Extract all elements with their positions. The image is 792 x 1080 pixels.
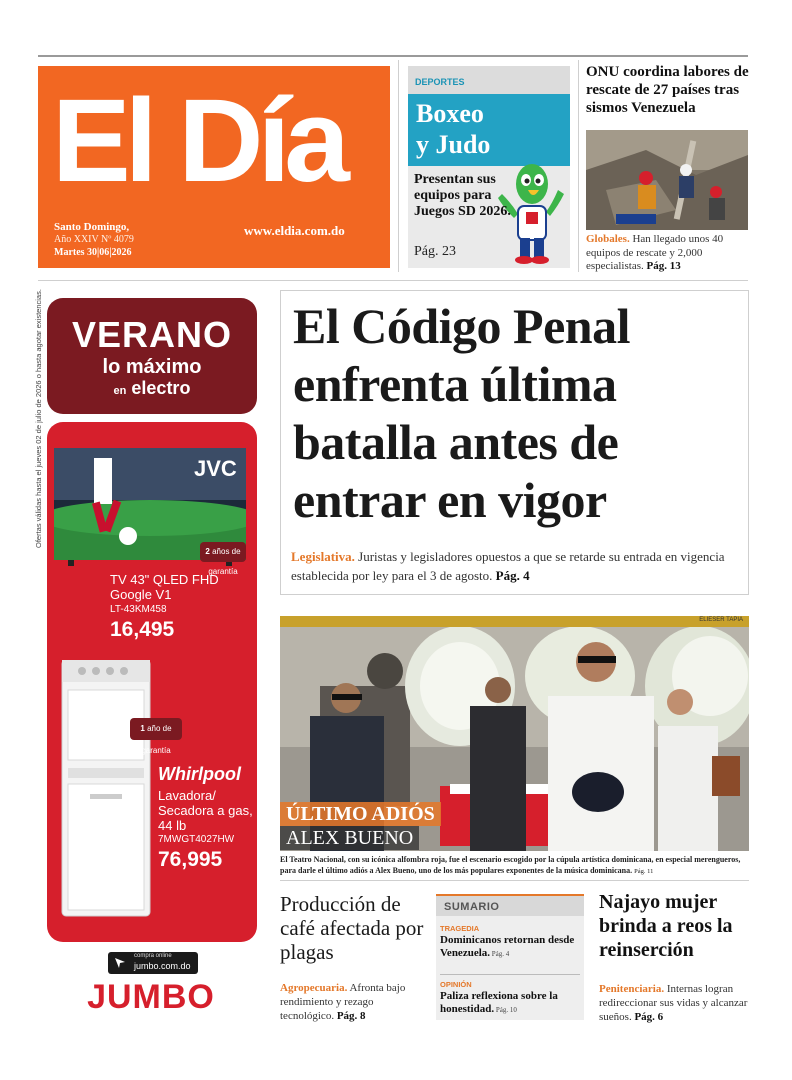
onu-summary[interactable] (586, 233, 754, 274)
sumario-item-text: Dominicanos retornan desde Venezuela. (440, 934, 575, 959)
masthead-issue: Año XXIV Nº 4079 (54, 234, 134, 245)
sumario-item-kicker: OPINIÓN (440, 980, 472, 989)
sumario-item[interactable] (440, 934, 582, 961)
sports-text[interactable]: Presentan sus equipos para Juegos SD 2026. (414, 172, 511, 219)
washer-model: 7MWGT4027HW (158, 834, 235, 845)
masthead[interactable] (38, 66, 390, 268)
sumario-header (436, 894, 584, 916)
online-url[interactable]: jumbo.com.do (134, 961, 191, 971)
photo-top-band (280, 616, 749, 627)
najayo-text: Internas logran redireccionar sus vidas y alcanzar sueños. (599, 983, 748, 1023)
najayo-kicker: Penitenciaria. (599, 983, 665, 995)
onu-headline[interactable]: ONU coordina labores de rescate de 27 países tras sismos Venezuela (586, 64, 749, 116)
sports-title-line1: Boxeo (416, 99, 484, 128)
tv-brand: JVC (194, 456, 237, 481)
masthead-url[interactable]: www.eldia.com.do (244, 223, 345, 238)
sumario-item-kicker: TRAGEDIA (440, 924, 480, 933)
store-logo[interactable]: JUMBO (87, 978, 215, 1016)
lead-kicker: Legislativa. (291, 549, 355, 564)
onu-text: Han llegado unos 40 equipos de rescate y 2,000 especialistas. (586, 233, 724, 272)
ad-electro (47, 378, 257, 399)
ad-subline: lo máximo (102, 356, 202, 378)
tv-warranty-text: años de garantía (208, 547, 241, 576)
cafe-page-ref: Pág. 8 (336, 1010, 366, 1022)
washer-price: 76,995 (158, 848, 223, 871)
divider (398, 60, 399, 272)
jumbo-advertisement[interactable] (44, 298, 258, 1018)
divider (578, 60, 579, 272)
washer-warranty-badge (130, 718, 182, 755)
washer-product-image[interactable] (60, 660, 152, 918)
lead-page-ref: Pág. 4 (495, 568, 530, 583)
sports-title[interactable] (416, 98, 490, 160)
divider (38, 280, 748, 281)
washer-warranty-num: 1 (140, 724, 145, 733)
caption-text: El Teatro Nacional, con su icónica alfombra roja, fue el escenario escogido por la cúpula artística dominicana, en especial merengueros, para darle el último adiós a Alex Bueno, uno de los más populares exponentes de la música dominicana. (280, 855, 741, 875)
ad-verano-banner (47, 298, 257, 414)
photo-caption (280, 854, 749, 877)
sumario-item-page: Pág. 4 (490, 950, 510, 958)
sumario-title: SUMARIO (444, 901, 500, 913)
tv-warranty-badge (200, 542, 246, 576)
washer-product-name[interactable]: Lavadora/ Secadora a gas, 44 lb (158, 788, 253, 833)
ad-headline: VERANO (71, 314, 233, 355)
funeral-photo[interactable] (280, 616, 749, 851)
tv-product-name[interactable]: TV 43" QLED FHD Google V1 (110, 572, 219, 602)
cafe-text: Afronta bajo rendimiento y rezago tecnológico. (280, 982, 406, 1022)
najayo-page-ref: Pág. 6 (634, 1011, 664, 1023)
ad-electro-word: electro (131, 378, 191, 398)
najayo-summary (599, 982, 751, 1024)
online-label: compra online (134, 953, 172, 959)
sumario-item-page: Pág. 10 (494, 1006, 517, 1014)
cafe-summary (280, 981, 425, 1023)
photo-tag-name: ALEX BUENO (280, 826, 419, 850)
najayo-headline[interactable]: Najayo mujer brinda a reos la reinserción (599, 891, 733, 961)
tv-price: 16,495 (110, 618, 175, 641)
divider (280, 880, 749, 881)
rescue-photo (586, 130, 748, 230)
tv-model: LT-43KM458 (110, 604, 167, 615)
ad-electro-small: en (113, 385, 127, 397)
masthead-date: Martes 30|06|2026 (54, 247, 132, 258)
lead-headline[interactable]: El Código Penal enfrenta última batalla antes de entrar en vigor (293, 298, 630, 528)
tv-warranty-num: 2 (205, 547, 210, 556)
lead-summary (291, 547, 741, 585)
onu-page-ref: Pág. 13 (646, 260, 681, 272)
onu-kicker: Globales. (586, 233, 630, 245)
photo-credit: ELIESER TAPIA (699, 617, 743, 623)
sumario-item[interactable] (440, 990, 582, 1017)
sports-teaser[interactable] (408, 66, 570, 268)
masthead-city: Santo Domingo, (54, 221, 130, 233)
sumario-box (436, 894, 584, 1020)
sports-title-line2: y Judo (416, 130, 491, 159)
lead-story[interactable] (280, 290, 749, 595)
divider (440, 974, 580, 975)
sumario-item-text: Paliza reflexiona sobre la honestidad. (440, 990, 558, 1015)
logo[interactable]: El Día (52, 75, 344, 207)
lead-text: Juristas y legisladores opuestos a que se retarde su entrada en vigencia establecida por ley para el 3 de agosto. (291, 549, 725, 583)
sports-page-ref: Pág. 23 (414, 244, 456, 259)
washer-warranty-text: año de garantía (141, 724, 172, 755)
photo-tag-title: ÚLTIMO ADIÓS (280, 802, 441, 826)
top-rule (38, 55, 748, 57)
cafe-kicker: Agropecuaria. (280, 982, 348, 994)
ad-legal-text: Ofertas válidas hasta el jueves 02 de julio de 2026 o hasta agotar existencias. (34, 289, 43, 548)
online-store-badge[interactable] (108, 952, 198, 974)
cafe-headline[interactable]: Producción de café afectada por plagas (280, 892, 424, 964)
sports-section-label: DEPORTES (415, 77, 465, 87)
cursor-icon (114, 957, 126, 969)
washer-brand: Whirlpool (158, 764, 241, 784)
caption-page-ref: Pág. 11 (634, 868, 654, 875)
